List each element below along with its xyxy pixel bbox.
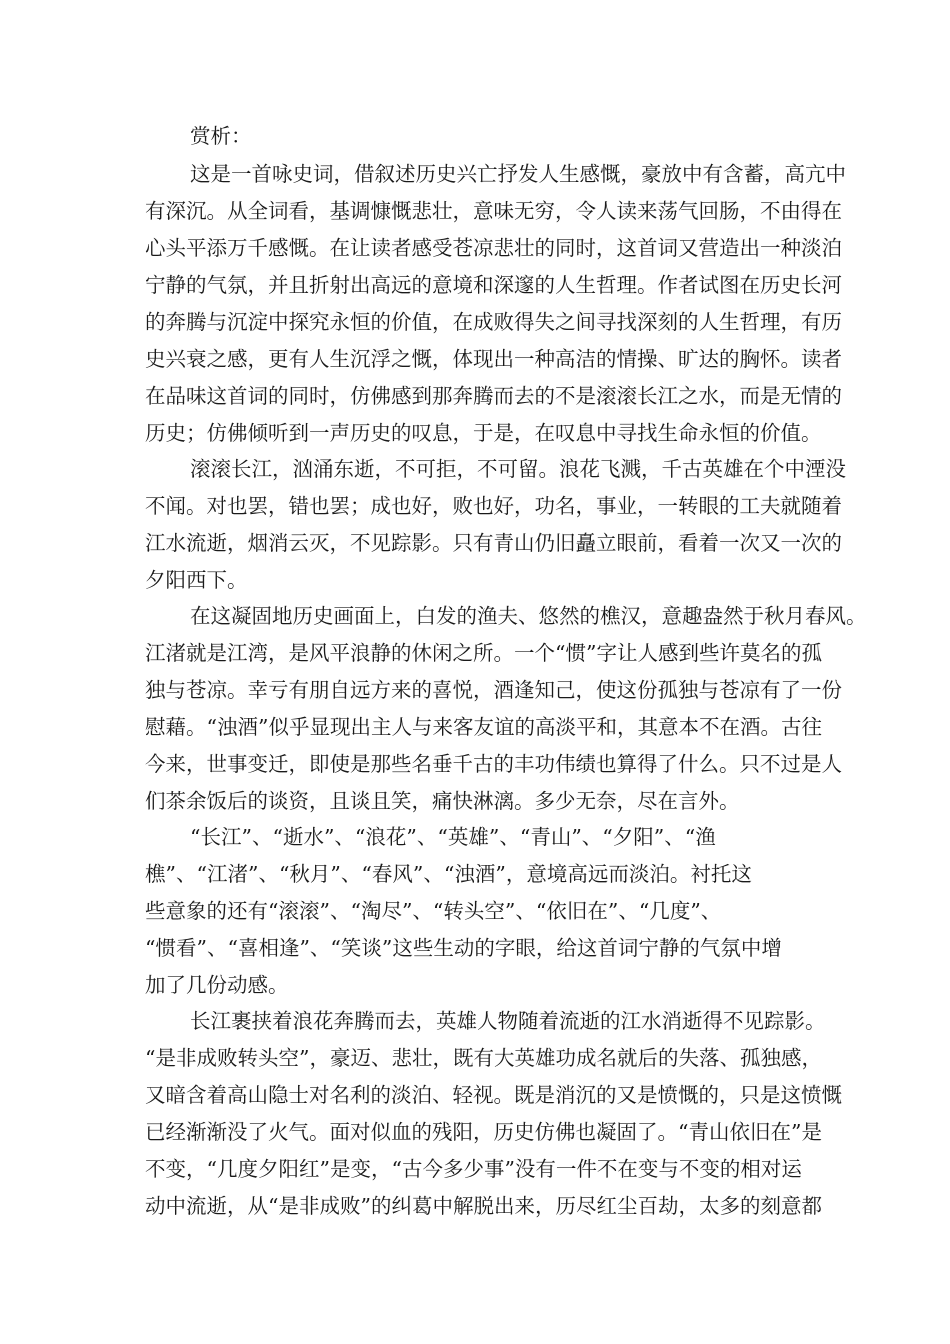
text-line: 史兴衰之感，更有人生沉浮之慨，体现出一种高洁的情操、旷达的胸怀。读者 [145,347,842,371]
text-line: 夕阳西下。 [145,568,248,592]
text-line: 历史；仿佛倾听到一声历史的叹息，于是，在叹息中寻找生命永恒的价值。 [145,421,822,445]
text-line: 已经渐渐没了火气。面对似血的残阳，历史仿佛也凝固了。“青山依旧在”是 [145,1120,822,1144]
text-line: 有深沉。从全词看，基调慷慨悲壮，意味无穷，令人读来荡气回肠，不由得在 [145,199,842,223]
text-line: 这是一首咏史词，借叙述历史兴亡抒发人生感慨，豪放中有含蓄，高亢中 [190,162,846,186]
text-line: 在这凝固地历史画面上，白发的渔夫、悠然的樵汉，意趣盎然于秋月春风。 [190,604,867,628]
text-line: 长江裹挟着浪花奔腾而去，英雄人物随着流逝的江水消逝得不见踪影。 [190,1009,826,1033]
text-line: “是非成败转头空”，豪迈、悲壮，既有大英雄功成名就后的失落、孤独感， [145,1046,822,1070]
text-line: “惯看”、“喜相逢”、“笑谈”这些生动的字眼，给这首词宁静的气氛中增 [145,936,782,960]
text-line: 不变，“几度夕阳红”是变，“古今多少事”没有一件不在变与不变的相对运 [145,1157,802,1181]
section-heading: 赏析： [190,124,252,148]
text-line: 的奔腾与沉淀中探究永恒的价值，在成败得失之间寻找深刻的人生哲理，有历 [145,310,842,334]
text-line: 不闻。对也罢，错也罢；成也好，败也好，功名，事业，一转眼的工夫就随着 [145,494,842,518]
text-line: 滚滚长江，汹涌东逝，不可拒，不可留。浪花飞溅，千古英雄在个中湮没 [190,457,846,481]
text-line: 们茶余饭后的谈资，且谈且笑，痛快淋漓。多少无奈，尽在言外。 [145,789,740,813]
text-line: 今来，世事变迁，即使是那些名垂千古的丰功伟绩也算得了什么。只不过是人 [145,752,842,776]
text-line: 在品味这首词的同时，仿佛感到那奔腾而去的不是滚滚长江之水，而是无情的 [145,384,842,408]
text-line: 江渚就是江湾，是风平浪静的休闲之所。一个“惯”字让人感到些许莫名的孤 [145,641,822,665]
text-line: 江水流逝，烟消云灭，不见踪影。只有青山仍旧矗立眼前，看着一次又一次的 [145,531,842,555]
text-line: “长江”、“逝水”、“浪花”、“英雄”、“青山”、“夕阳”、“渔 [190,825,716,849]
text-line: 又暗含着高山隐士对名利的淡泊、轻视。既是消沉的又是愤慨的，只是这愤慨 [145,1083,842,1107]
text-line: 加了几份动感。 [145,973,289,997]
text-line: 动中流逝，从“是非成败”的纠葛中解脱出来，历尽红尘百劫，太多的刻意都 [145,1194,822,1218]
text-line: 独与苍凉。幸亏有朋自远方来的喜悦，酒逢知己，使这份孤独与苍凉有了一份 [145,678,842,702]
text-line: 宁静的气氛，并且折射出高远的意境和深邃的人生哲理。作者试图在历史长河 [145,273,842,297]
text-line: 樵”、“江渚”、“秋月”、“春风”、“浊酒”，意境高远而淡泊。衬托这 [145,862,752,886]
text-line: 慰藉。“浊酒”似乎显现出主人与来客友谊的高淡平和，其意本不在酒。古往 [145,715,822,739]
text-line: 些意象的还有“滚滚”、“淘尽”、“转头空”、“依旧在”、“几度”、 [145,899,722,923]
text-line: 心头平添万千感慨。在让读者感受苍凉悲壮的同时，这首词又营造出一种淡泊 [145,236,842,260]
